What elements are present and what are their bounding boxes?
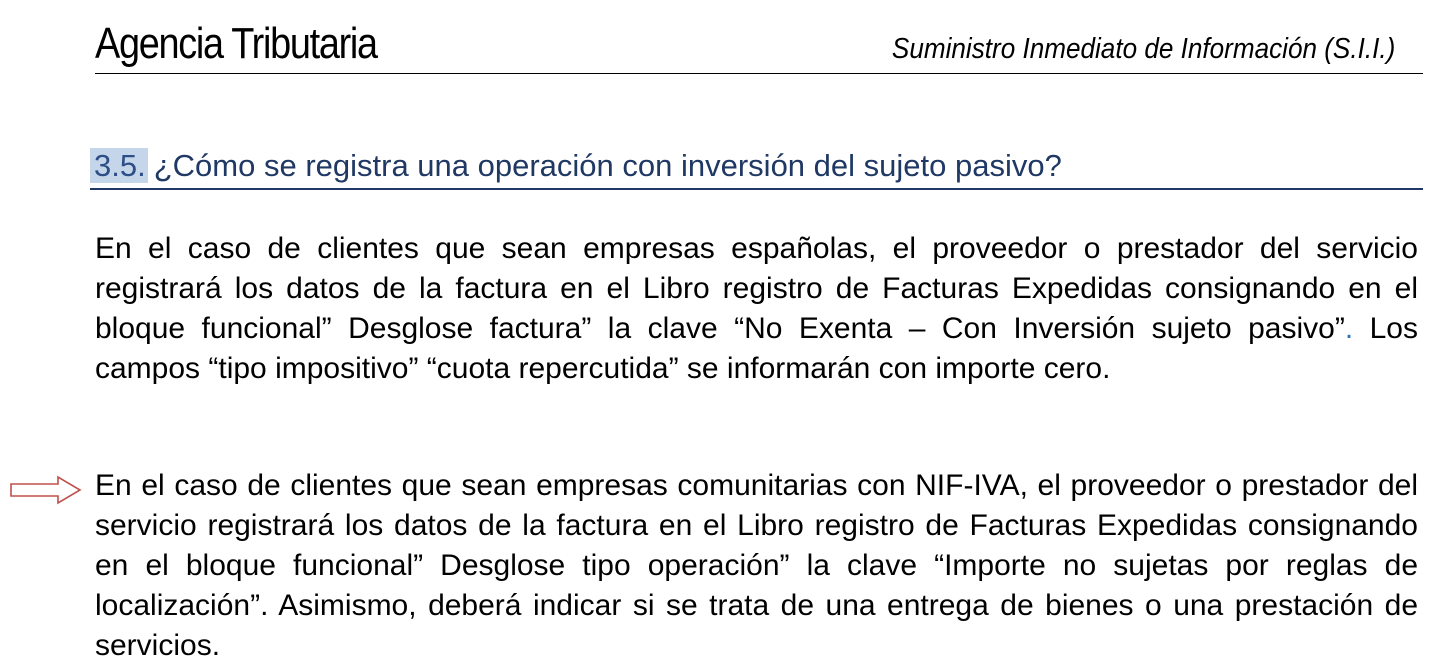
paragraph-community-clients: En el caso de clientes que sean empresas comunitarias con NIF-IVA, el proveedor o prestador del servicio registrará los datos de la factura en el Libro registro de Facturas Expedidas consignando en el bloque funcional” Desglose tipo operación” la clave “Importe no sujetas por reglas de localización”. Asimismo, deberá indicar si se trata de una entrega de bienes o una prestación de servicios.: [95, 469, 1418, 662]
section-title: ¿Cómo se registra una operación con inversión del sujeto pasivo?: [153, 148, 1062, 183]
section-heading: [90, 146, 1423, 190]
org-name: Agencia Tributaria: [95, 19, 377, 68]
document-title: Suministro Inmediato de Información (S.I.I.): [891, 33, 1395, 65]
arrow-right-outline-icon: [10, 475, 82, 505]
section-number: 3.5.: [90, 148, 148, 183]
page-header: [95, 18, 1423, 74]
paragraph-spanish-clients: [95, 229, 1418, 389]
paragraph-text: En el caso de clientes que sean empresas españolas, el proveedor o prestador del servicio registrará los datos de la factura en el Libro registro de Facturas Expedidas consignando en el bloque funcional” Desglose factura” la clave “No Exenta – Con Inversión sujeto pasivo”: [95, 232, 1418, 345]
paragraph-text: Los campos “tipo impositivo” “cuota repercutida” se informarán con importe cero.: [95, 312, 1418, 385]
paragraph-period: .: [1344, 312, 1354, 345]
